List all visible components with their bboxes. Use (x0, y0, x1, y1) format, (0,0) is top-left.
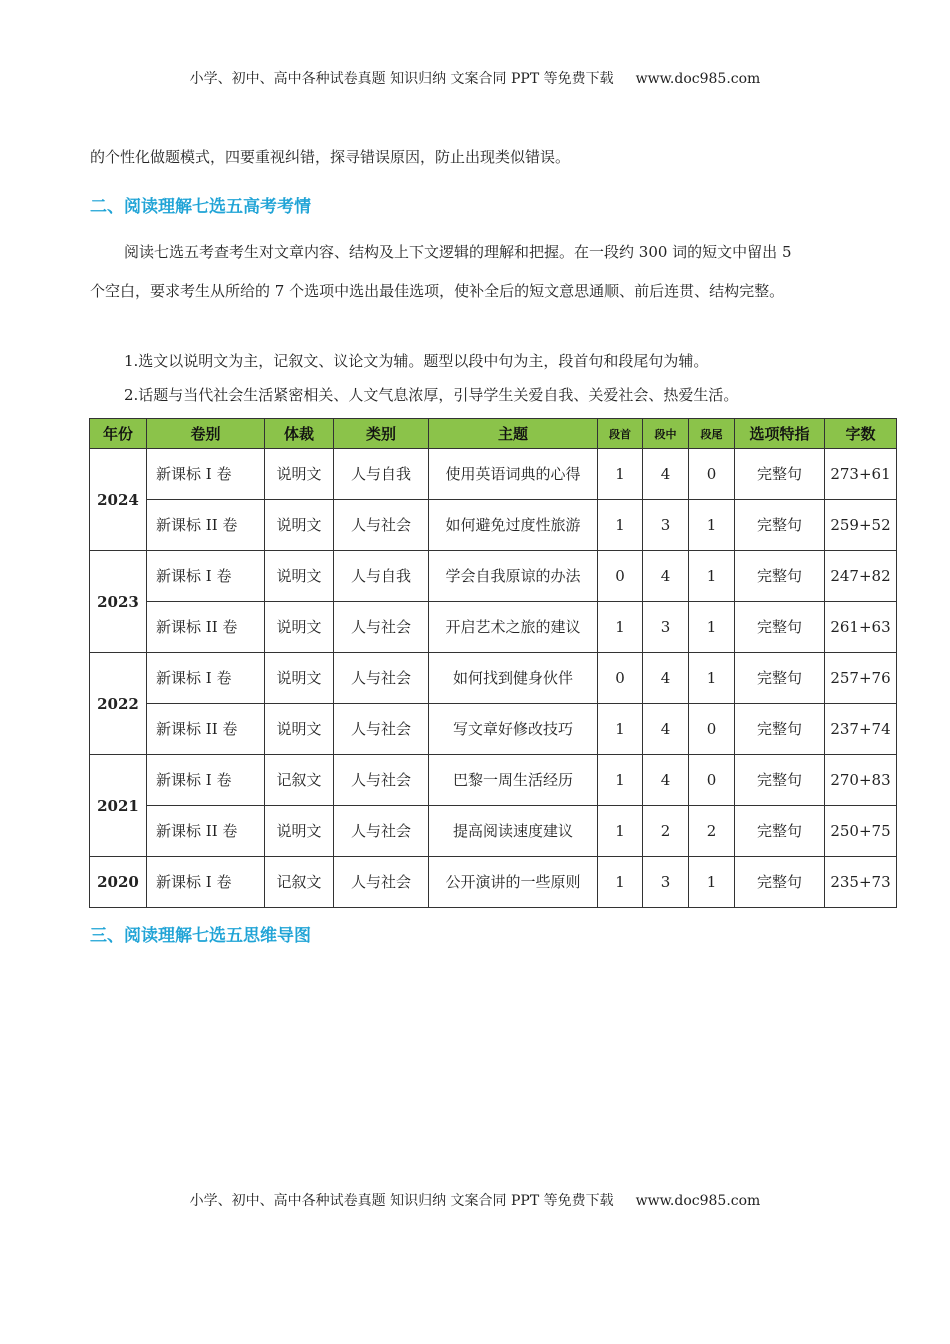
genre-cell: 说明文 (265, 551, 334, 602)
table-row (90, 857, 897, 908)
table-row (90, 602, 897, 653)
first-cell: 1 (598, 500, 643, 551)
year-cell: 2023 (90, 551, 147, 653)
first-cell: 1 (598, 602, 643, 653)
words-cell: 261+63 (825, 602, 897, 653)
middle-cell: 4 (643, 755, 689, 806)
exam-table (89, 418, 897, 908)
option-cell: 完整句 (735, 500, 825, 551)
topic-cell: 提高阅读速度建议 (429, 806, 598, 857)
category-cell: 人与社会 (334, 857, 429, 908)
header-url[interactable]: www.doc985.com (635, 71, 761, 87)
table-row (90, 449, 897, 500)
col-header-paper: 卷别 (147, 419, 265, 449)
words-cell: 273+61 (825, 449, 897, 500)
section2-point1: 1.选文以说明文为主，记叙文、议论文为辅。题型以段中句为主，段首句和段尾句为辅。 (124, 352, 709, 370)
category-cell: 人与社会 (334, 755, 429, 806)
option-cell: 完整句 (735, 653, 825, 704)
paper-cell: 新课标 II 卷 (147, 602, 265, 653)
table-header-row (90, 419, 897, 449)
topic-cell: 如何避免过度性旅游 (429, 500, 598, 551)
option-cell: 完整句 (735, 755, 825, 806)
option-cell: 完整句 (735, 551, 825, 602)
genre-cell: 记叙文 (265, 857, 334, 908)
last-cell: 1 (689, 500, 735, 551)
first-cell: 1 (598, 755, 643, 806)
year-cell: 2022 (90, 653, 147, 755)
year-cell: 2024 (90, 449, 147, 551)
paper-cell: 新课标 II 卷 (147, 704, 265, 755)
page-footer (0, 1190, 950, 1210)
words-cell: 250+75 (825, 806, 897, 857)
section2-paragraph-line2: 个空白，要求考生从所给的 7 个选项中选出最佳选项，使补全后的短文意思通顺、前后连贯、结构完整。 (90, 282, 785, 300)
paper-cell: 新课标 II 卷 (147, 806, 265, 857)
year-cell: 2021 (90, 755, 147, 857)
middle-cell: 3 (643, 500, 689, 551)
option-cell: 完整句 (735, 857, 825, 908)
table-row (90, 653, 897, 704)
last-cell: 0 (689, 755, 735, 806)
col-header-genre: 体裁 (265, 419, 334, 449)
first-cell: 0 (598, 551, 643, 602)
col-header-first: 段首 (598, 419, 643, 449)
col-header-option: 选项特指 (735, 419, 825, 449)
category-cell: 人与社会 (334, 653, 429, 704)
first-cell: 0 (598, 653, 643, 704)
table-row (90, 551, 897, 602)
col-header-middle: 段中 (643, 419, 689, 449)
last-cell: 1 (689, 653, 735, 704)
table-row (90, 500, 897, 551)
year-cell: 2020 (90, 857, 147, 908)
genre-cell: 说明文 (265, 500, 334, 551)
last-cell: 1 (689, 551, 735, 602)
col-header-year: 年份 (90, 419, 147, 449)
option-cell: 完整句 (735, 449, 825, 500)
category-cell: 人与社会 (334, 806, 429, 857)
paper-cell: 新课标 I 卷 (147, 653, 265, 704)
section2-paragraph-line1: 阅读七选五考查考生对文章内容、结构及上下文逻辑的理解和把握。在一段约 300 词的短文中留出 5 (124, 243, 792, 261)
paper-cell: 新课标 I 卷 (147, 857, 265, 908)
topic-cell: 学会自我原谅的办法 (429, 551, 598, 602)
option-cell: 完整句 (735, 602, 825, 653)
words-cell: 235+73 (825, 857, 897, 908)
words-cell: 237+74 (825, 704, 897, 755)
first-cell: 1 (598, 857, 643, 908)
last-cell: 0 (689, 449, 735, 500)
category-cell: 人与自我 (334, 449, 429, 500)
first-cell: 1 (598, 449, 643, 500)
paper-cell: 新课标 I 卷 (147, 551, 265, 602)
category-cell: 人与社会 (334, 704, 429, 755)
first-cell: 1 (598, 704, 643, 755)
topic-cell: 写文章好修改技巧 (429, 704, 598, 755)
option-cell: 完整句 (735, 806, 825, 857)
topic-cell: 公开演讲的一些原则 (429, 857, 598, 908)
words-cell: 247+82 (825, 551, 897, 602)
genre-cell: 记叙文 (265, 755, 334, 806)
table-row (90, 755, 897, 806)
last-cell: 0 (689, 704, 735, 755)
table-row (90, 704, 897, 755)
last-cell: 1 (689, 857, 735, 908)
genre-cell: 说明文 (265, 653, 334, 704)
genre-cell: 说明文 (265, 449, 334, 500)
last-cell: 1 (689, 602, 735, 653)
words-cell: 259+52 (825, 500, 897, 551)
footer-url[interactable]: www.doc985.com (635, 1193, 761, 1209)
genre-cell: 说明文 (265, 704, 334, 755)
category-cell: 人与自我 (334, 551, 429, 602)
last-cell: 2 (689, 806, 735, 857)
table-row (90, 806, 897, 857)
middle-cell: 4 (643, 551, 689, 602)
middle-cell: 4 (643, 653, 689, 704)
genre-cell: 说明文 (265, 602, 334, 653)
first-cell: 1 (598, 806, 643, 857)
section2-title: 二、阅读理解七选五高考考情 (90, 197, 311, 217)
middle-cell: 3 (643, 857, 689, 908)
topic-cell: 使用英语词典的心得 (429, 449, 598, 500)
intro-line: 的个性化做题模式，四要重视纠错，探寻错误原因，防止出现类似错误。 (90, 148, 571, 166)
middle-cell: 4 (643, 704, 689, 755)
middle-cell: 2 (643, 806, 689, 857)
middle-cell: 4 (643, 449, 689, 500)
option-cell: 完整句 (735, 704, 825, 755)
col-header-last: 段尾 (689, 419, 735, 449)
topic-cell: 开启艺术之旅的建议 (429, 602, 598, 653)
topic-cell: 巴黎一周生活经历 (429, 755, 598, 806)
paper-cell: 新课标 I 卷 (147, 755, 265, 806)
footer-text: 小学、初中、高中各种试卷真题 知识归纳 文案合同 PPT 等免费下载 (189, 1193, 614, 1209)
paper-cell: 新课标 I 卷 (147, 449, 265, 500)
header-text: 小学、初中、高中各种试卷真题 知识归纳 文案合同 PPT 等免费下载 (189, 71, 614, 87)
words-cell: 270+83 (825, 755, 897, 806)
category-cell: 人与社会 (334, 602, 429, 653)
page-header (0, 68, 950, 88)
category-cell: 人与社会 (334, 500, 429, 551)
genre-cell: 说明文 (265, 806, 334, 857)
col-header-words: 字数 (825, 419, 897, 449)
words-cell: 257+76 (825, 653, 897, 704)
col-header-category: 类别 (334, 419, 429, 449)
col-header-topic: 主题 (429, 419, 598, 449)
section3-title: 三、阅读理解七选五思维导图 (90, 926, 311, 946)
section2-point2: 2.话题与当代社会生活紧密相关、人文气息浓厚，引导学生关爱自我、关爱社会、热爱生活。 (124, 386, 739, 404)
middle-cell: 3 (643, 602, 689, 653)
paper-cell: 新课标 II 卷 (147, 500, 265, 551)
topic-cell: 如何找到健身伙伴 (429, 653, 598, 704)
